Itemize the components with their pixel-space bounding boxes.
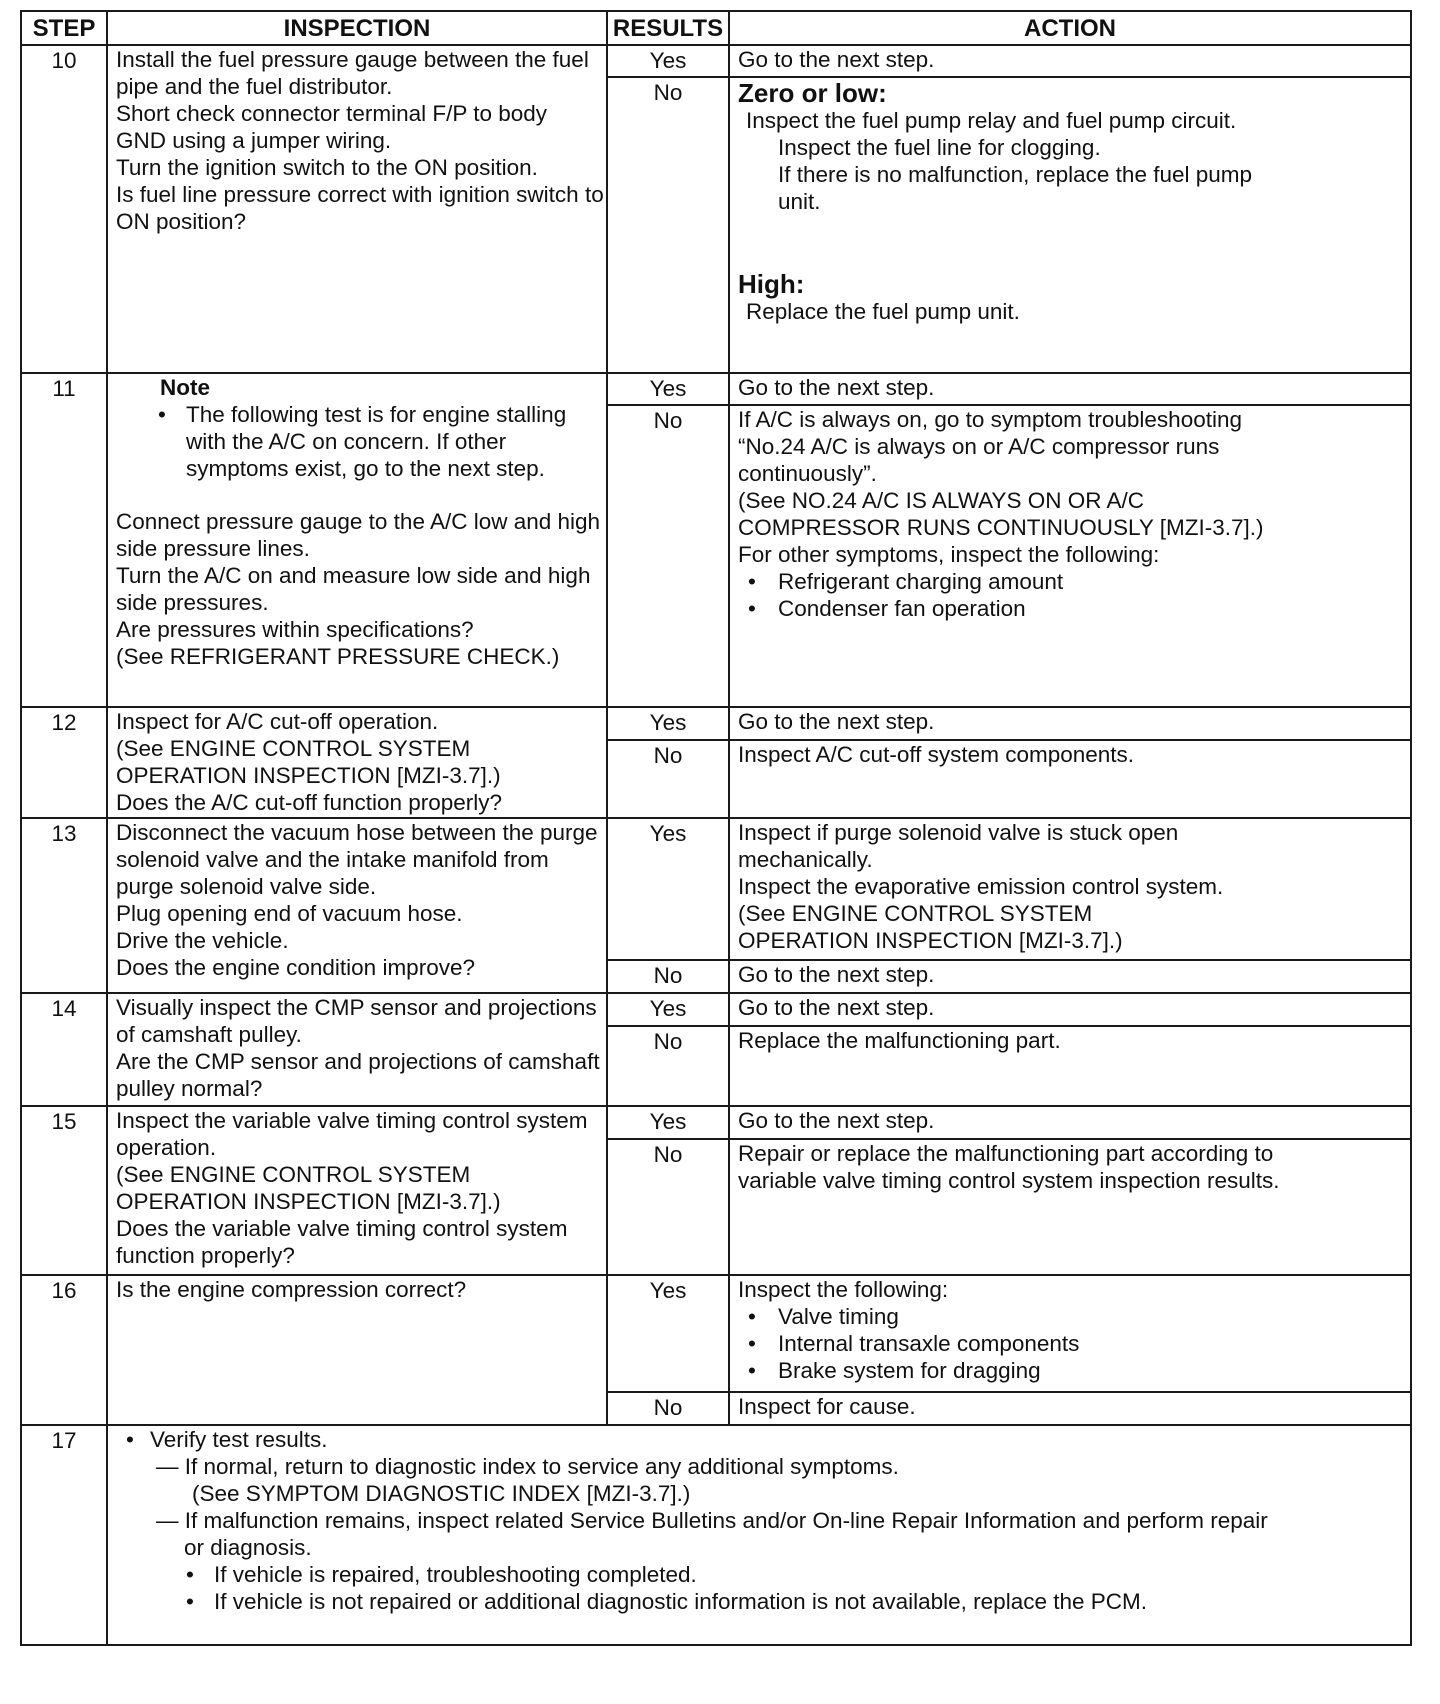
inspection-line: solenoid valve and the intake manifold from bbox=[116, 847, 549, 872]
inspection-line: Inspect for A/C cut-off operation. bbox=[116, 709, 439, 734]
step-number: 13 bbox=[21, 818, 107, 993]
step-number: 10 bbox=[21, 45, 107, 373]
table-row-step-15 bbox=[21, 1106, 1411, 1139]
sub-bullet: • If vehicle is repaired, troubleshooting completed. bbox=[116, 1561, 1404, 1588]
header-results: RESULTS bbox=[607, 11, 729, 45]
action-no: Inspect for cause. bbox=[729, 1392, 1411, 1425]
result-no: No bbox=[607, 77, 729, 373]
action-no bbox=[729, 405, 1411, 707]
dash-item-continued: (See SYMPTOM DIAGNOSTIC INDEX [MZI-3.7].) bbox=[192, 1481, 691, 1506]
dash-item: — If malfunction remains, inspect related Service Bulletins and/or On-line Repair Information and perform repair bbox=[156, 1508, 1268, 1533]
inspection-line: Is fuel line pressure correct with ignition switch to bbox=[116, 182, 604, 207]
action-line: Replace the fuel pump unit. bbox=[746, 299, 1020, 324]
inspection-line: pulley normal? bbox=[116, 1076, 263, 1101]
step-number: 17 bbox=[21, 1425, 107, 1645]
inspection-line: Short check connector terminal F/P to body bbox=[116, 101, 548, 126]
table-row-step-11 bbox=[21, 373, 1411, 405]
note-bullet: • The following test is for engine stalling bbox=[116, 401, 600, 428]
action-yes: Go to the next step. bbox=[729, 373, 1411, 405]
header-action: ACTION bbox=[729, 11, 1411, 45]
action-bullet: • Internal transaxle components bbox=[738, 1330, 1404, 1357]
inspection-cell bbox=[107, 818, 607, 993]
header-step: STEP bbox=[21, 11, 107, 45]
inspection-line: side pressures. bbox=[116, 590, 269, 615]
table-row-step-12 bbox=[21, 707, 1411, 740]
result-no: No bbox=[607, 960, 729, 993]
inspection-line: pipe and the fuel distributor. bbox=[116, 74, 393, 99]
spacer bbox=[738, 215, 1404, 269]
action-no: Replace the malfunctioning part. bbox=[729, 1026, 1411, 1106]
step-number: 16 bbox=[21, 1275, 107, 1425]
result-no: No bbox=[607, 1392, 729, 1425]
step-number: 14 bbox=[21, 993, 107, 1106]
zero-or-low-heading: Zero or low: bbox=[738, 78, 887, 108]
verify-bullet: • Verify test results. bbox=[116, 1426, 1404, 1453]
inspection-line: Connect pressure gauge to the A/C low and high bbox=[116, 509, 601, 534]
dash-item: — If normal, return to diagnostic index to service any additional symptoms. bbox=[156, 1454, 899, 1479]
inspection-line: Are the CMP sensor and projections of camshaft bbox=[116, 1049, 600, 1074]
action-line: COMPRESSOR RUNS CONTINUOUSLY [MZI-3.7].) bbox=[738, 515, 1264, 540]
result-yes: Yes bbox=[607, 45, 729, 77]
step-number: 12 bbox=[21, 707, 107, 818]
inspection-line: operation. bbox=[116, 1135, 217, 1160]
inspection-line: OPERATION INSPECTION [MZI-3.7].) bbox=[116, 1189, 501, 1214]
diagnostic-procedure-sheet bbox=[20, 10, 1410, 1690]
header-inspection: INSPECTION bbox=[107, 11, 607, 45]
action-line: “No.24 A/C is always on or A/C compressor runs bbox=[738, 434, 1220, 459]
action-yes: Go to the next step. bbox=[729, 45, 1411, 77]
table-row-step-13 bbox=[21, 818, 1411, 960]
table-header-row bbox=[21, 11, 1411, 45]
inspection-cell bbox=[107, 993, 607, 1106]
action-line: Inspect the following: bbox=[738, 1277, 949, 1302]
inspection-line: Are pressures within specifications? bbox=[116, 617, 474, 642]
inspection-cell bbox=[107, 1106, 607, 1275]
result-no: No bbox=[607, 405, 729, 707]
result-yes: Yes bbox=[607, 1275, 729, 1392]
result-no: No bbox=[607, 1026, 729, 1106]
inspection-line: (See REFRIGERANT PRESSURE CHECK.) bbox=[116, 644, 560, 669]
action-no bbox=[729, 1139, 1411, 1275]
inspection-line: GND using a jumper wiring. bbox=[116, 128, 392, 153]
inspection-line: Drive the vehicle. bbox=[116, 928, 289, 953]
action-line: If A/C is always on, go to symptom troubleshooting bbox=[738, 407, 1242, 432]
sub-bullet: • If vehicle is not repaired or additional diagnostic information is not available, replace the PCM. bbox=[116, 1588, 1404, 1615]
action-yes bbox=[729, 818, 1411, 960]
inspection-line: Install the fuel pressure gauge between the fuel bbox=[116, 47, 589, 72]
inspection-line: of camshaft pulley. bbox=[116, 1022, 302, 1047]
action-bullet: • Valve timing bbox=[738, 1303, 1404, 1330]
action-line: For other symptoms, inspect the following: bbox=[738, 542, 1160, 567]
high-heading: High: bbox=[738, 269, 805, 299]
inspection-line: Turn the ignition switch to the ON position. bbox=[116, 155, 538, 180]
inspection-line: Does the A/C cut-off function properly? bbox=[116, 790, 503, 815]
result-yes: Yes bbox=[607, 373, 729, 405]
action-no bbox=[729, 77, 1411, 373]
table-row-step-10 bbox=[21, 45, 1411, 77]
action-no: Inspect A/C cut-off system components. bbox=[729, 740, 1411, 818]
action-line: variable valve timing control system inspection results. bbox=[738, 1168, 1280, 1193]
inspection-line: Visually inspect the CMP sensor and projections bbox=[116, 995, 597, 1020]
inspection-cell bbox=[107, 45, 607, 373]
inspection-line: Does the variable valve timing control system bbox=[116, 1216, 568, 1241]
inspection-line: (See ENGINE CONTROL SYSTEM bbox=[116, 1162, 471, 1187]
action-line: (See NO.24 A/C IS ALWAYS ON OR A/C bbox=[738, 488, 1144, 513]
inspection-line: (See ENGINE CONTROL SYSTEM bbox=[116, 736, 471, 761]
action-line: Inspect the evaporative emission control system. bbox=[738, 874, 1224, 899]
inspection-line: Does the engine condition improve? bbox=[116, 955, 475, 980]
step-number: 11 bbox=[21, 373, 107, 707]
action-line: If there is no malfunction, replace the fuel pump bbox=[778, 162, 1253, 187]
action-bullet: • Refrigerant charging amount bbox=[738, 568, 1404, 595]
result-no: No bbox=[607, 1139, 729, 1275]
action-yes bbox=[729, 1275, 1411, 1392]
inspection-line: side pressure lines. bbox=[116, 536, 310, 561]
result-yes: Yes bbox=[607, 1106, 729, 1139]
action-line: Repair or replace the malfunctioning part according to bbox=[738, 1141, 1274, 1166]
inspection-line: ON position? bbox=[116, 209, 247, 234]
action-line: unit. bbox=[778, 189, 821, 214]
result-no: No bbox=[607, 740, 729, 818]
action-bullet: • Brake system for dragging bbox=[738, 1357, 1404, 1384]
inspection-line: Turn the A/C on and measure low side and high bbox=[116, 563, 591, 588]
note-line: symptoms exist, go to the next step. bbox=[186, 456, 545, 481]
result-yes: Yes bbox=[607, 993, 729, 1026]
spacer bbox=[116, 482, 600, 508]
action-line: continuously”. bbox=[738, 461, 877, 486]
note-title: Note bbox=[160, 375, 210, 400]
result-yes: Yes bbox=[607, 707, 729, 740]
action-no: Go to the next step. bbox=[729, 960, 1411, 993]
final-step-cell bbox=[107, 1425, 1411, 1645]
action-bullet: • Condenser fan operation bbox=[738, 595, 1404, 622]
action-line: Inspect the fuel pump relay and fuel pump circuit. bbox=[746, 108, 1237, 133]
inspection-cell: Is the engine compression correct? bbox=[107, 1275, 607, 1425]
troubleshooting-table bbox=[20, 10, 1412, 1646]
dash-item-continued: or diagnosis. bbox=[184, 1535, 312, 1560]
inspection-line: Disconnect the vacuum hose between the purge bbox=[116, 820, 598, 845]
inspection-cell bbox=[107, 707, 607, 818]
result-yes: Yes bbox=[607, 818, 729, 960]
table-row-step-17 bbox=[21, 1425, 1411, 1645]
inspection-line: function properly? bbox=[116, 1243, 295, 1268]
inspection-line: OPERATION INSPECTION [MZI-3.7].) bbox=[116, 763, 501, 788]
inspection-line: Inspect the variable valve timing control system bbox=[116, 1108, 588, 1133]
action-line: OPERATION INSPECTION [MZI-3.7].) bbox=[738, 928, 1123, 953]
inspection-line: Plug opening end of vacuum hose. bbox=[116, 901, 463, 926]
inspection-line: purge solenoid valve side. bbox=[116, 874, 377, 899]
action-line: Inspect if purge solenoid valve is stuck open bbox=[738, 820, 1179, 845]
action-line: Inspect the fuel line for clogging. bbox=[778, 135, 1101, 160]
inspection-cell bbox=[107, 373, 607, 707]
note-line: with the A/C on concern. If other bbox=[186, 429, 507, 454]
action-line: (See ENGINE CONTROL SYSTEM bbox=[738, 901, 1093, 926]
table-row-step-16 bbox=[21, 1275, 1411, 1392]
action-yes: Go to the next step. bbox=[729, 993, 1411, 1026]
step-number: 15 bbox=[21, 1106, 107, 1275]
table-row-step-14 bbox=[21, 993, 1411, 1026]
action-yes: Go to the next step. bbox=[729, 1106, 1411, 1139]
action-yes: Go to the next step. bbox=[729, 707, 1411, 740]
action-line: mechanically. bbox=[738, 847, 873, 872]
